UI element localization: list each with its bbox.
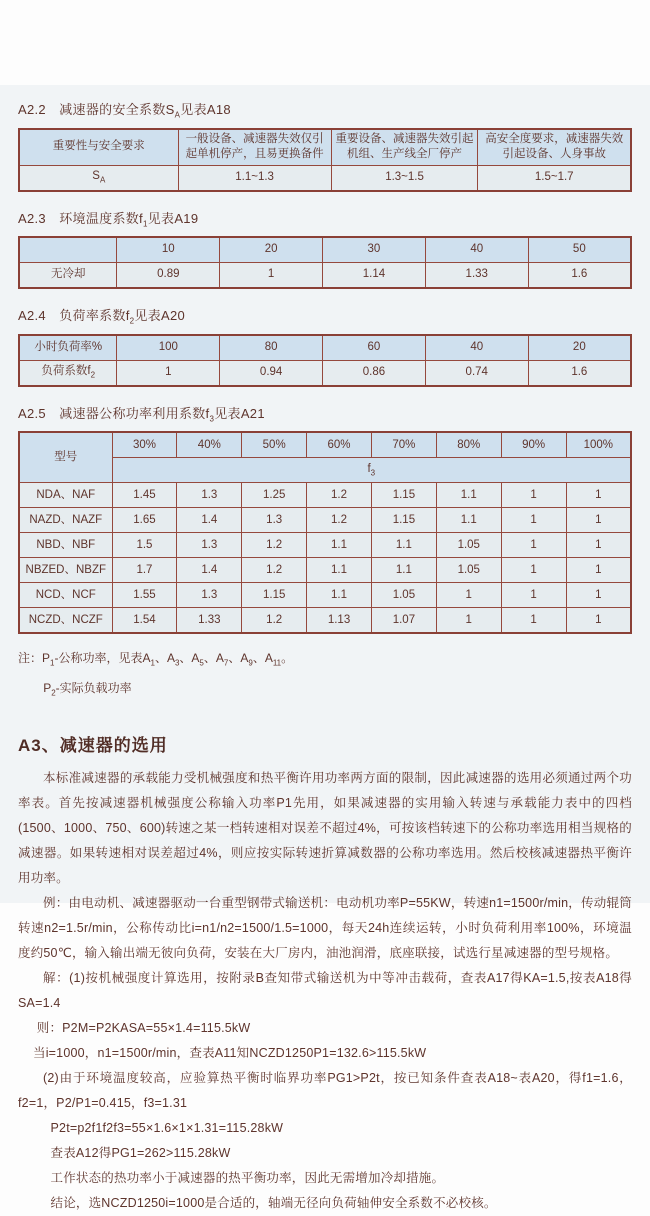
footnote-line-2: $P_2-$实际负载功率	[43, 680, 132, 698]
table-cell: 1	[501, 508, 566, 533]
table-cell: 1.2	[242, 558, 307, 583]
table-cell: 1.05	[371, 583, 436, 608]
table-footnote	[18, 646, 632, 705]
table-cell: 1	[501, 608, 566, 634]
table-cell: 1.5~1.7	[478, 165, 631, 191]
table-header-cell: 80	[220, 335, 323, 361]
paragraph-example: 例：由电动机、减速器驱动一台重型钢带式输送机：电动机功率P=55KW，转速n1=1500r/min，传动辊筒转速n2=1.5r/min，公称传动比i=n1/n2=1500/1.5=1000，每天24h连续运转，小时负荷利用率100%，环境温度约50℃，输入输出端无彼向负荷，安装在大厂房内，油池润滑，底座联接，试选行星减速器的型号规格。	[18, 896, 632, 961]
table-cell: 1	[566, 508, 631, 533]
paragraph-formula-p2m: 则：P2M=P2KASA=55×1.4=115.5kW	[36, 1021, 251, 1036]
table-header-row	[19, 129, 631, 166]
table-row	[19, 263, 631, 289]
table-header-cell: 50%	[242, 432, 307, 458]
table-cell: 1.6	[528, 360, 631, 386]
table-header-cell: 10	[117, 237, 220, 263]
table-cell: 1.13	[307, 608, 372, 634]
paragraph-formula-p2t: P2t=p2f1f2f3=55×1.6×1×1.31=115.28kW	[50, 1121, 284, 1136]
table-header-cell: 40	[425, 335, 528, 361]
table-header-row	[19, 237, 631, 263]
table-cell: 1.1	[436, 508, 501, 533]
table-cell: 1.3~1.5	[331, 165, 478, 191]
table-cell: 1.15	[371, 483, 436, 508]
table-cell: 1.15	[242, 583, 307, 608]
table-cell: 1.2	[242, 608, 307, 634]
table-cell: 1	[436, 583, 501, 608]
paragraph-lookup-a12: 查表A12得PG1=262>115.28kW	[50, 1146, 231, 1161]
table-cell: 1.3	[242, 508, 307, 533]
table-a20-load-rate-factor	[18, 334, 632, 387]
table-cell: NCZD、NCZF	[19, 608, 112, 634]
table-cell: 1.1	[307, 533, 372, 558]
table-header-cell: 20	[220, 237, 323, 263]
table-cell: 0.89	[117, 263, 220, 289]
table-row	[19, 608, 631, 634]
table-cell: 1.4	[177, 508, 242, 533]
table-cell: 1.25	[242, 483, 307, 508]
table-header-cell: 30%	[112, 432, 177, 458]
paragraph-thermal-conclusion: 工作状态的热功率小于减速器的热平衡功率，因此无需增加冷却措施。	[50, 1171, 445, 1186]
table-cell: $S_A$	[19, 165, 178, 191]
table-cell: 1.1	[371, 558, 436, 583]
table-row	[19, 508, 631, 533]
table-cell: 1	[117, 360, 220, 386]
table-header-cell: 50	[528, 237, 631, 263]
table-header-cell: 小时负荷率%	[19, 335, 117, 361]
table-cell: 1.7	[112, 558, 177, 583]
table-cell: 1.45	[112, 483, 177, 508]
table-header-cell: 60	[323, 335, 426, 361]
table-cell: 1.15	[371, 508, 436, 533]
paragraph-solution-step2: (2)由于环境温度较高，应验算热平衡时临界功率PG1>P2t，按已知条件查表A18~表A20，得f1=1.6，f2=1，P2/P1=0.415，f3=1.31	[18, 1071, 632, 1111]
table-cell: 0.74	[425, 360, 528, 386]
table-cell: 1.1	[371, 533, 436, 558]
table-cell: 1.1~1.3	[178, 165, 331, 191]
table-cell: 1.1	[307, 583, 372, 608]
table-header-cell: 60%	[307, 432, 372, 458]
table-cell: 负荷系数$f_2$	[19, 360, 117, 386]
table-row	[19, 583, 631, 608]
table-header-cell: 80%	[436, 432, 501, 458]
table-cell: 1.05	[436, 558, 501, 583]
table-cell: 1.55	[112, 583, 177, 608]
table-cell: 1.4	[177, 558, 242, 583]
table-header-cell: 重要设备、减速器失效引起机组、生产线全厂停产	[331, 129, 478, 166]
table-header-row	[19, 432, 631, 458]
table-cell: 无冷却	[19, 263, 117, 289]
table-cell: NAZD、NAZF	[19, 508, 112, 533]
table-cell: NCD、NCF	[19, 583, 112, 608]
table-header-cell: $f_3$	[112, 458, 631, 483]
table-cell: 0.86	[323, 360, 426, 386]
table-cell: 1.6	[528, 263, 631, 289]
table-header-cell: 30	[323, 237, 426, 263]
table-cell: 1.1	[436, 483, 501, 508]
table-header-cell: 100	[117, 335, 220, 361]
table-cell: 1.1	[307, 558, 372, 583]
section-heading-a2-3: A2.3 环境温度系数$f_1$见表A19	[18, 210, 199, 229]
paragraph-selection-intro: 本标准减速器的承载能力受机械强度和热平衡许用功率两方面的限制，因此减速器的选用必须通过两个功率表。首先按减速器机械强度公称输入功率P1先用，如果减速器的实用输入转速与承载能力表中的四档(1500、1000、750、600)转速之某一档转速相对误差不超过4%，可按该档转速下的公称功率选用相当规格的减速器。如果转速相对误差超过4%，则应按实际转速折算减数器的公称功率选用。然后校核减速器热平衡许用功率。	[18, 771, 632, 886]
scanned-document-page	[0, 85, 650, 1211]
table-cell: 1.65	[112, 508, 177, 533]
table-cell: NBD、NBF	[19, 533, 112, 558]
table-row	[19, 483, 631, 508]
section-heading-a3: A3、减速器的选用	[18, 736, 168, 756]
table-cell: 1	[501, 583, 566, 608]
section-heading-a2-4: A2.4 负荷率系数$f_2$见表A20	[18, 308, 186, 326]
table-cell: 1	[566, 583, 631, 608]
table-cell: 1	[566, 558, 631, 583]
table-cell: 1	[501, 483, 566, 508]
table-header-cell: 20	[528, 335, 631, 361]
section-heading-a2-2: A2.2 减速器的安全系数$S_A$见表A18	[18, 102, 231, 120]
table-cell: 1.3	[177, 583, 242, 608]
table-row	[19, 165, 631, 191]
table-header-cell	[19, 237, 117, 263]
table-cell: 1.33	[177, 608, 242, 634]
table-cell: 1	[566, 533, 631, 558]
table-cell: 1.05	[436, 533, 501, 558]
table-header-row	[19, 335, 631, 361]
table-header-cell: 90%	[501, 432, 566, 458]
table-cell: 1	[436, 608, 501, 634]
table-cell: 1.2	[242, 533, 307, 558]
table-cell: 1.2	[307, 483, 372, 508]
paragraph-lookup-a11: 当i=1000，n1=1500r/min，查表A11知NCZD1250P1=132.6>115.5kW	[33, 1046, 427, 1061]
table-cell: 1.07	[371, 608, 436, 634]
table-header-cell: 重要性与安全要求	[19, 129, 178, 166]
table-cell: 1.14	[323, 263, 426, 289]
table-cell: 1.54	[112, 608, 177, 634]
table-header-cell: 70%	[371, 432, 436, 458]
table-cell: NDA、NAF	[19, 483, 112, 508]
table-cell: 1.5	[112, 533, 177, 558]
table-row	[19, 558, 631, 583]
table-cell: 1.33	[425, 263, 528, 289]
table-cell: 1	[566, 608, 631, 634]
table-cell: 1	[566, 483, 631, 508]
paragraph-final-conclusion: 结论，选NCZD1250i=1000是合适的，轴端无径向负荷轴伸安全系数不必校核。	[50, 1196, 497, 1211]
table-cell: 1	[501, 533, 566, 558]
table-a21-nominal-power-utilization-factor	[18, 431, 632, 634]
table-a19-ambient-temperature-factor	[18, 236, 632, 289]
table-header-cell: 40%	[177, 432, 242, 458]
table-row	[19, 360, 631, 386]
table-header-cell: 高安全度要求，减速器失效引起设备、人身事故	[478, 129, 631, 166]
table-header-cell: 型号	[19, 432, 112, 483]
table-header-cell: 一般设备、减速器失效仅引起单机停产，且易更换备件	[178, 129, 331, 166]
paragraph-solution-step1: 解：(1)按机械强度计算选用，按附录B查知带式输送机为中等冲击载荷，查表A17得KA=1.5,按表A18得SA=1.4	[18, 971, 632, 1011]
section-heading-a2-5: A2.5 减速器公称功率利用系数$f_3$见表A21	[18, 405, 265, 424]
table-cell: 1.2	[307, 508, 372, 533]
table-a18-safety-factor	[18, 128, 632, 192]
table-cell: 1	[501, 558, 566, 583]
table-cell: 1	[220, 263, 323, 289]
table-header-cell: 100%	[566, 432, 631, 458]
table-cell: NBZED、NBZF	[19, 558, 112, 583]
table-cell: 1.3	[177, 533, 242, 558]
table-cell: 1.3	[177, 483, 242, 508]
table-header-cell: 40	[425, 237, 528, 263]
table-cell: 0.94	[220, 360, 323, 386]
table-row	[19, 533, 631, 558]
footnote-line-1: 注：$P_1-$公称功率，见表$A_1$、$A_3$、$A_5$、$A_7$、$A_9$、$A_{11}$。	[18, 651, 294, 668]
